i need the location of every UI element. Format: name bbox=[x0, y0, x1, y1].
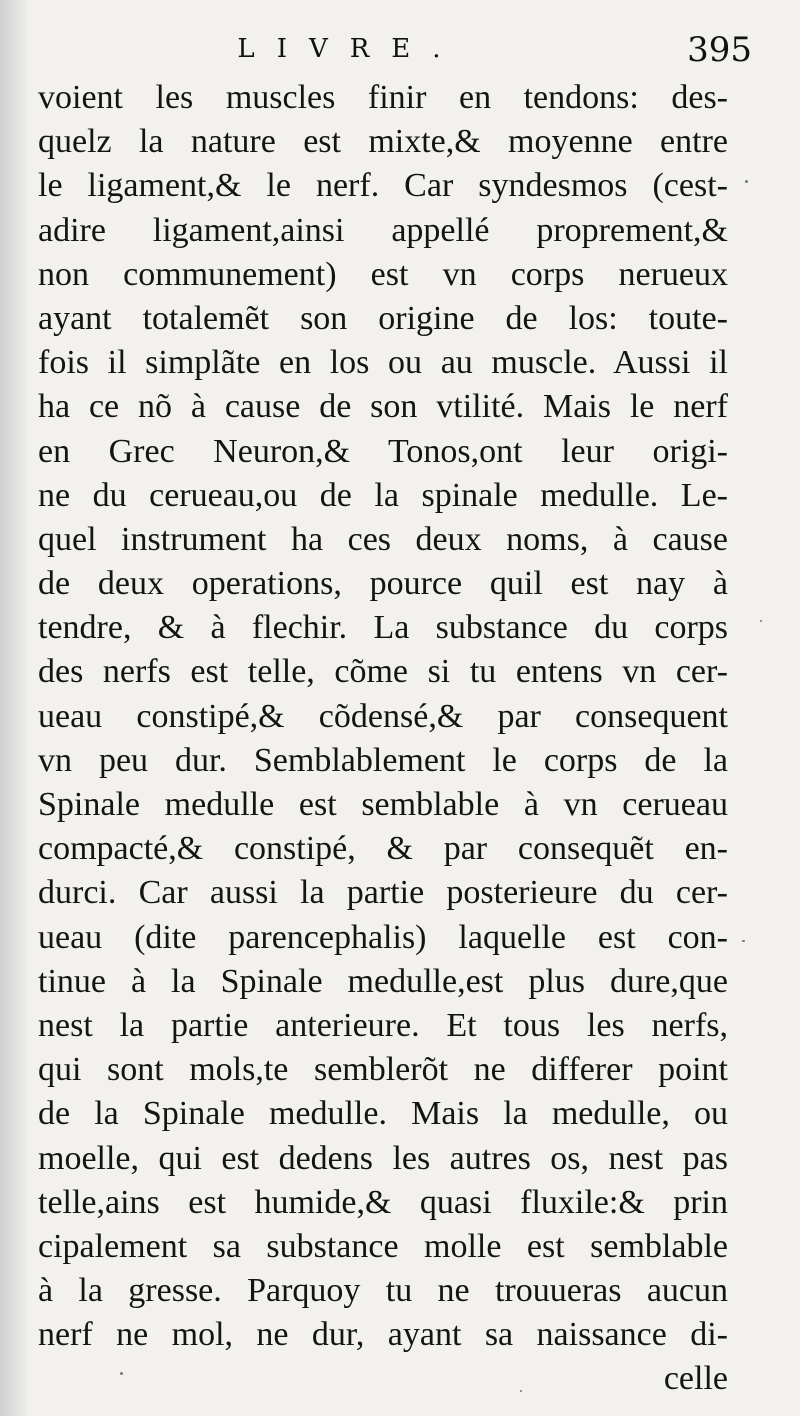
text-line: des nerfs est telle, cõme si tu entens vn cer- bbox=[38, 653, 728, 691]
text-line: Spinale medulle est semblable à vn cerueau bbox=[38, 786, 728, 823]
paper-speck bbox=[742, 940, 745, 942]
text-line: à la gresse. Parquoy tu ne trouueras aucun bbox=[38, 1272, 728, 1310]
text-line: de la Spinale medulle. Mais la medulle, ou bbox=[38, 1095, 728, 1133]
text-line: ha ce nõ à cause de son vtilité. Mais le nerf bbox=[38, 388, 728, 426]
text-line: de deux operations, pource quil est nay à bbox=[38, 565, 728, 603]
text-line: quelz la nature est mixte,& moyenne entre bbox=[38, 123, 728, 161]
text-line: tendre, & à flechir. La substance du corps bbox=[38, 609, 728, 647]
text-line: moelle, qui est dedens les autres os, nest pas bbox=[38, 1139, 728, 1177]
text-line: telle,ains est humide,& quasi fluxile:& prin bbox=[38, 1183, 728, 1221]
text-line: nest la partie anterieure. Et tous les nerfs, bbox=[38, 1006, 728, 1044]
paper-speck bbox=[520, 1390, 522, 1392]
text-line: quel instrument ha ces deux noms, à cause bbox=[38, 520, 728, 558]
text-block bbox=[38, 76, 728, 1402]
text-line: ueau (dite parencephalis) laquelle est con- bbox=[38, 918, 728, 956]
paper-speck bbox=[760, 620, 762, 622]
text-line: nerf ne mol, ne dur, ayant sa naissance di- bbox=[38, 1316, 728, 1354]
catchword-line: celle bbox=[663, 1360, 728, 1398]
text-line: compacté,& constipé, & par consequẽt en- bbox=[38, 830, 728, 868]
paper-speck bbox=[745, 180, 748, 183]
text-line: vn peu dur. Semblablement le corps de la bbox=[38, 741, 728, 779]
page-number: 395 bbox=[687, 30, 752, 70]
text-line: durci. Car aussi la partie posterieure du cer- bbox=[38, 874, 728, 912]
text-line: ne du cerueau,ou de la spinale medulle. Le- bbox=[38, 476, 728, 514]
text-line: en Grec Neuron,& Tonos,ont leur origi- bbox=[38, 432, 728, 470]
text-line: fois il simplãte en los ou au muscle. Aussi il bbox=[38, 344, 728, 382]
text-line: voient les muscles finir en tendons: des- bbox=[38, 79, 728, 116]
text-line: adire ligament,ainsi appellé proprement,& bbox=[38, 211, 728, 249]
text-line: cipalement sa substance molle est semblable bbox=[38, 1227, 728, 1265]
text-line: ayant totalemẽt son origine de los: toute- bbox=[38, 299, 728, 337]
paper-speck bbox=[120, 1372, 123, 1375]
running-head: LIVRE. bbox=[237, 34, 463, 64]
text-line: non communement) est vn corps nerueux bbox=[38, 255, 728, 293]
text-line: tinue à la Spinale medulle,est plus dure,que bbox=[38, 962, 728, 1000]
page-gutter-shadow bbox=[0, 0, 28, 1416]
text-line: qui sont mols,te semblerõt ne differer point bbox=[38, 1051, 728, 1089]
text-line: ueau constipé,& cõdensé,& par consequent bbox=[38, 697, 728, 735]
text-line: le ligament,& le nerf. Car syndesmos (cest- bbox=[38, 167, 728, 205]
